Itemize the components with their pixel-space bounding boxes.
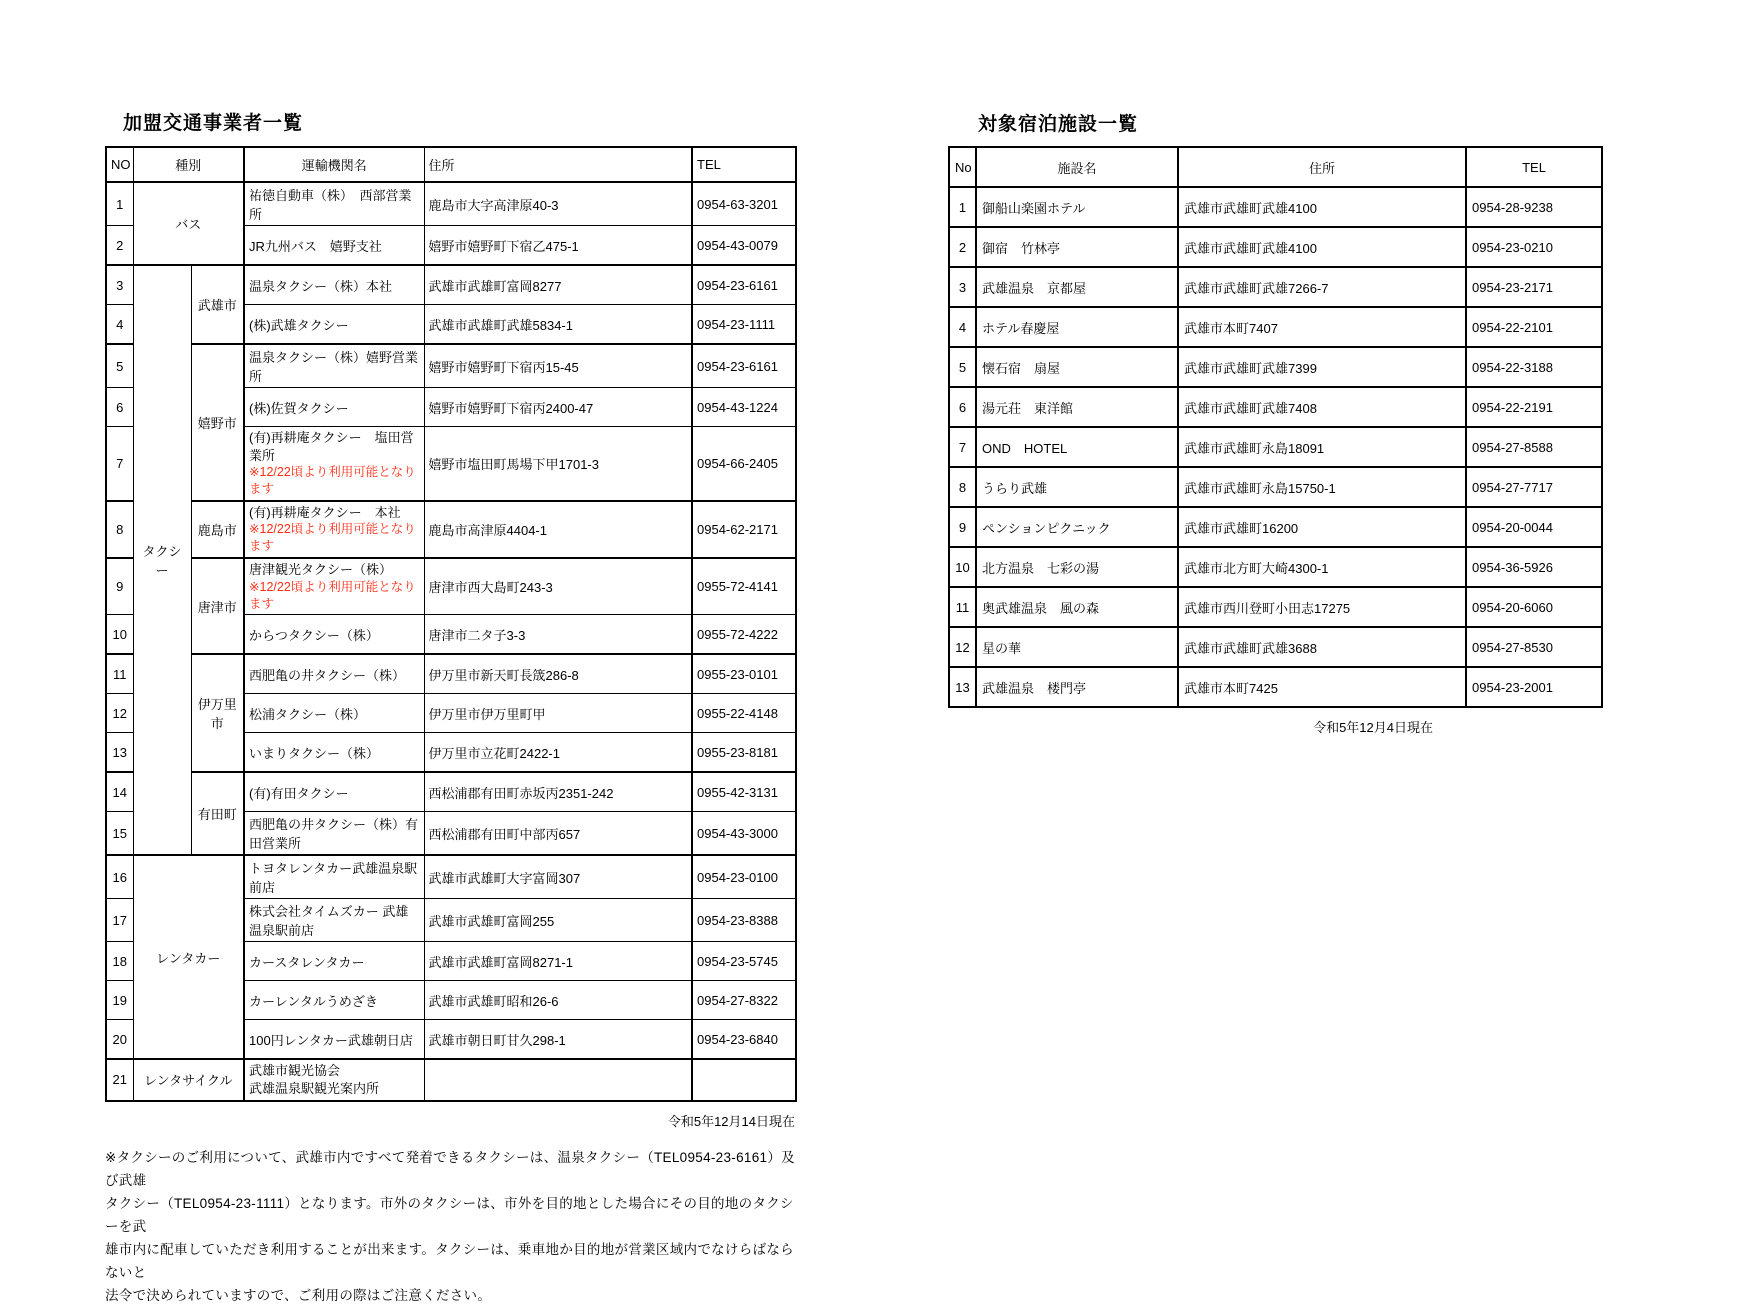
address-cell: 唐津市二タ子3-3 xyxy=(424,615,692,655)
tel-cell: 0954-23-2171 xyxy=(1466,267,1602,307)
address-cell: 嬉野市嬉野町下宿丙15-45 xyxy=(424,344,692,388)
address-cell: 武雄市武雄町永島15750-1 xyxy=(1178,467,1466,507)
tel-cell: 0955-42-3131 xyxy=(692,772,796,812)
operator-cell: 西肥亀の井タクシー（株）有田営業所 xyxy=(244,812,424,856)
tel-cell: 0954-23-6161 xyxy=(692,265,796,305)
availability-note: ※12/22頃より利用可能となります xyxy=(249,465,416,496)
operator-cell: (株)佐賀タクシー xyxy=(244,388,424,427)
table-row xyxy=(949,347,1602,387)
no-cell: 16 xyxy=(106,855,133,899)
table-row xyxy=(949,427,1602,467)
facility-name-cell: 北方温泉 七彩の湯 xyxy=(976,547,1178,587)
tel-cell: 0954-22-3188 xyxy=(1466,347,1602,387)
operator-name: 武雄市観光協会 xyxy=(249,1063,341,1079)
tel-cell: 0954-28-9238 xyxy=(1466,187,1602,227)
no-cell: 18 xyxy=(106,942,133,981)
area-cell-imari: 伊万里市 xyxy=(191,654,244,772)
tel-cell: 0955-72-4141 xyxy=(692,558,796,615)
no-cell: 13 xyxy=(106,733,133,773)
tel-cell xyxy=(692,1059,796,1100)
address-cell: 鹿島市大字高津原40-3 xyxy=(424,182,692,226)
tel-cell: 0954-23-6161 xyxy=(692,344,796,388)
table-row xyxy=(949,587,1602,627)
address-cell: 武雄市武雄町富岡255 xyxy=(424,899,692,942)
operator-cell xyxy=(244,1059,424,1100)
table-row xyxy=(949,547,1602,587)
header-address: 住所 xyxy=(1178,147,1466,187)
lodging-header-row xyxy=(949,147,1602,187)
operator-name: 唐津観光タクシー（株） xyxy=(249,562,393,578)
tel-cell: 0955-72-4222 xyxy=(692,615,796,655)
address-cell: 嬉野市嬉野町下宿乙475-1 xyxy=(424,226,692,266)
no-cell: 4 xyxy=(949,307,976,347)
header-facility-name: 施設名 xyxy=(976,147,1178,187)
address-cell: 武雄市武雄町武雄7408 xyxy=(1178,387,1466,427)
no-cell: 5 xyxy=(949,347,976,387)
note-line: ※タクシーのご利用について、武雄市内ですべて発着できるタクシーは、温泉タクシー（TEL0954-23-6161）及び武雄 xyxy=(105,1149,795,1188)
table-row xyxy=(106,855,796,899)
header-no: No xyxy=(949,147,976,187)
address-cell: 武雄市武雄町武雄4100 xyxy=(1178,187,1466,227)
address-cell: 武雄市武雄町武雄3688 xyxy=(1178,627,1466,667)
no-cell: 4 xyxy=(106,305,133,345)
address-cell xyxy=(424,1059,692,1100)
no-cell: 12 xyxy=(949,627,976,667)
header-no: NO xyxy=(106,147,133,182)
no-cell: 13 xyxy=(949,667,976,707)
tel-cell: 0954-23-8388 xyxy=(692,899,796,942)
facility-name-cell: 星の華 xyxy=(976,627,1178,667)
operator-cell: 株式会社タイムズカー 武雄温泉駅前店 xyxy=(244,899,424,942)
category-cell-rentacycle: レンタサイクル xyxy=(133,1059,244,1100)
table-row xyxy=(949,227,1602,267)
tel-cell: 0954-23-6840 xyxy=(692,1020,796,1060)
no-cell: 3 xyxy=(106,265,133,305)
header-tel: TEL xyxy=(692,147,796,182)
tel-cell: 0954-27-8588 xyxy=(1466,427,1602,467)
address-cell: 武雄市本町7425 xyxy=(1178,667,1466,707)
address-cell: 武雄市朝日町甘久298-1 xyxy=(424,1020,692,1060)
tel-cell: 0954-23-0100 xyxy=(692,855,796,899)
no-cell: 9 xyxy=(949,507,976,547)
lodging-title: 対象宿泊施設一覧 xyxy=(978,114,1139,135)
table-row xyxy=(106,265,796,305)
facility-name-cell: 懐石宿 扇屋 xyxy=(976,347,1178,387)
table-row xyxy=(949,627,1602,667)
header-operator: 運輸機関名 xyxy=(244,147,424,182)
lodging-as-of-date: 令和5年12月4日現在 xyxy=(1313,720,1433,735)
table-row xyxy=(106,1059,796,1100)
table-row xyxy=(106,654,796,694)
category-cell-rentacar: レンタカー xyxy=(133,855,244,1059)
tel-cell: 0955-23-0101 xyxy=(692,654,796,694)
table-row xyxy=(949,267,1602,307)
no-cell: 12 xyxy=(106,694,133,733)
tel-cell: 0954-22-2191 xyxy=(1466,387,1602,427)
note-line: 雄市内に配車していただき利用することが出来ます。タクシーは、乗車地か目的地が営業区域内でなけらばならないと xyxy=(105,1241,794,1280)
no-cell: 15 xyxy=(106,812,133,856)
transport-as-of-date: 令和5年12月14日現在 xyxy=(667,1113,795,1129)
operator-cell xyxy=(244,558,424,615)
area-cell-arita: 有田町 xyxy=(191,772,244,855)
address-cell: 武雄市本町7407 xyxy=(1178,307,1466,347)
tel-cell: 0954-27-7717 xyxy=(1466,467,1602,507)
address-cell: 嬉野市塩田町馬場下甲1701-3 xyxy=(424,427,692,501)
operator-cell xyxy=(244,501,424,558)
operator-cell: いまりタクシー（株） xyxy=(244,733,424,773)
facility-name-cell: うらり武雄 xyxy=(976,467,1178,507)
transport-table xyxy=(105,146,797,1102)
no-cell: 7 xyxy=(949,427,976,467)
no-cell: 6 xyxy=(106,388,133,427)
tel-cell: 0954-27-8322 xyxy=(692,981,796,1020)
address-cell: 鹿島市高津原4404-1 xyxy=(424,501,692,558)
tel-cell: 0954-43-3000 xyxy=(692,812,796,856)
address-cell: 伊万里市伊万里町甲 xyxy=(424,694,692,733)
table-row xyxy=(949,387,1602,427)
no-cell: 10 xyxy=(949,547,976,587)
tel-cell: 0954-23-0210 xyxy=(1466,227,1602,267)
tel-cell: 0954-22-2101 xyxy=(1466,307,1602,347)
table-row xyxy=(949,667,1602,707)
tel-cell: 0954-62-2171 xyxy=(692,501,796,558)
no-cell: 6 xyxy=(949,387,976,427)
facility-name-cell: 武雄温泉 楼門亭 xyxy=(976,667,1178,707)
operator-cell: (有)有田タクシー xyxy=(244,772,424,812)
tel-cell: 0954-63-3201 xyxy=(692,182,796,226)
no-cell: 20 xyxy=(106,1020,133,1060)
no-cell: 5 xyxy=(106,344,133,388)
facility-name-cell: 御宿 竹林亭 xyxy=(976,227,1178,267)
tel-cell: 0954-20-0044 xyxy=(1466,507,1602,547)
availability-note: ※12/22頃より利用可能となります xyxy=(249,579,416,611)
tel-cell: 0955-22-4148 xyxy=(692,694,796,733)
operator-cell: 温泉タクシー（株）本社 xyxy=(244,265,424,305)
table-row xyxy=(949,507,1602,547)
address-cell: 武雄市武雄町永島18091 xyxy=(1178,427,1466,467)
address-cell: 武雄市西川登町小田志17275 xyxy=(1178,587,1466,627)
no-cell: 2 xyxy=(106,226,133,266)
address-cell: 武雄市武雄町富岡8277 xyxy=(424,265,692,305)
address-cell: 西松浦郡有田町赤坂丙2351-242 xyxy=(424,772,692,812)
operator-cell: JR九州バス 嬉野支社 xyxy=(244,226,424,266)
operator-name: (有)再耕庵タクシー 本社 xyxy=(249,504,401,520)
no-cell: 8 xyxy=(106,501,133,558)
address-cell: 唐津市西大島町243-3 xyxy=(424,558,692,615)
facility-name-cell: ホテル春慶屋 xyxy=(976,307,1178,347)
table-row xyxy=(949,187,1602,227)
tel-cell: 0954-23-1111 xyxy=(692,305,796,345)
address-cell: 西松浦郡有田町中部丙657 xyxy=(424,812,692,856)
no-cell: 3 xyxy=(949,267,976,307)
transport-section xyxy=(105,112,795,1307)
operator-cell: 祐徳自動車（株） 西部営業所 xyxy=(244,182,424,226)
no-cell: 11 xyxy=(106,654,133,694)
tel-cell: 0954-27-8530 xyxy=(1466,627,1602,667)
taxi-usage-note xyxy=(105,1146,795,1307)
facility-name-cell: 湯元荘 東洋館 xyxy=(976,387,1178,427)
operator-name-line2: 武雄温泉駅観光案内所 xyxy=(249,1080,380,1096)
area-cell-kashima: 鹿島市 xyxy=(191,501,244,558)
header-address: 住所 xyxy=(424,147,692,182)
address-cell: 武雄市武雄町武雄7399 xyxy=(1178,347,1466,387)
no-cell: 19 xyxy=(106,981,133,1020)
operator-cell: トヨタレンタカー武雄温泉駅前店 xyxy=(244,855,424,899)
tel-cell: 0954-23-5745 xyxy=(692,942,796,981)
no-cell: 14 xyxy=(106,772,133,812)
operator-cell: (株)武雄タクシー xyxy=(244,305,424,345)
table-row xyxy=(106,182,796,226)
operator-cell: カーレンタルうめざき xyxy=(244,981,424,1020)
tel-cell: 0954-36-5926 xyxy=(1466,547,1602,587)
address-cell: 武雄市武雄町武雄4100 xyxy=(1178,227,1466,267)
address-cell: 嬉野市嬉野町下宿丙2400-47 xyxy=(424,388,692,427)
no-cell: 21 xyxy=(106,1059,133,1100)
no-cell: 1 xyxy=(949,187,976,227)
no-cell: 2 xyxy=(949,227,976,267)
operator-cell: 温泉タクシー（株）嬉野営業所 xyxy=(244,344,424,388)
no-cell: 8 xyxy=(949,467,976,507)
no-cell: 17 xyxy=(106,899,133,942)
area-cell-karatsu: 唐津市 xyxy=(191,558,244,654)
tel-cell: 0954-43-0079 xyxy=(692,226,796,266)
no-cell: 10 xyxy=(106,615,133,655)
tel-cell: 0955-23-8181 xyxy=(692,733,796,773)
facility-name-cell: OND HOTEL xyxy=(976,427,1178,467)
operator-cell: 西肥亀の井タクシー（株） xyxy=(244,654,424,694)
operator-cell: からつタクシー（株） xyxy=(244,615,424,655)
area-cell-takeo: 武雄市 xyxy=(191,265,244,344)
address-cell: 武雄市武雄町武雄7266-7 xyxy=(1178,267,1466,307)
address-cell: 伊万里市立花町2422-1 xyxy=(424,733,692,773)
facility-name-cell: 御船山楽園ホテル xyxy=(976,187,1178,227)
address-cell: 伊万里市新天町長筬286-8 xyxy=(424,654,692,694)
lodging-table xyxy=(948,146,1603,708)
table-row xyxy=(949,467,1602,507)
area-cell-ureshino: 嬉野市 xyxy=(191,344,244,501)
table-row xyxy=(949,307,1602,347)
note-line: タクシー（TEL0954-23-1111）となります。市外のタクシーは、市外を目的地とした場合にその目的地のタクシーを武 xyxy=(105,1195,794,1234)
no-cell: 7 xyxy=(106,427,133,501)
no-cell: 1 xyxy=(106,182,133,226)
transport-header-row xyxy=(106,147,796,182)
header-category: 種別 xyxy=(133,147,244,182)
facility-name-cell: 武雄温泉 京都屋 xyxy=(976,267,1178,307)
table-row xyxy=(106,558,796,615)
facility-name-cell: 奥武雄温泉 風の森 xyxy=(976,587,1178,627)
tel-cell: 0954-43-1224 xyxy=(692,388,796,427)
address-cell: 武雄市武雄町昭和26-6 xyxy=(424,981,692,1020)
operator-cell: 100円レンタカー武雄朝日店 xyxy=(244,1020,424,1060)
table-row xyxy=(106,772,796,812)
tel-cell: 0954-66-2405 xyxy=(692,427,796,501)
address-cell: 武雄市武雄町武雄5834-1 xyxy=(424,305,692,345)
category-cell-taxi: タクシー xyxy=(133,265,191,855)
category-cell-bus: バス xyxy=(133,182,244,265)
address-cell: 武雄市武雄町大字富岡307 xyxy=(424,855,692,899)
address-cell: 武雄市武雄町16200 xyxy=(1178,507,1466,547)
no-cell: 9 xyxy=(106,558,133,615)
table-row xyxy=(106,501,796,558)
table-row xyxy=(106,344,796,388)
operator-cell: カースタレンタカー xyxy=(244,942,424,981)
address-cell: 武雄市武雄町富岡8271-1 xyxy=(424,942,692,981)
facility-name-cell: ペンションピクニック xyxy=(976,507,1178,547)
operator-cell: 松浦タクシー（株） xyxy=(244,694,424,733)
no-cell: 11 xyxy=(949,587,976,627)
operator-name: (有)再耕庵タクシー 塩田営業所 xyxy=(249,430,414,463)
note-line: 法令で決められていますので、ご利用の際はご注意ください。 xyxy=(105,1287,492,1303)
lodging-section xyxy=(948,113,1603,736)
tel-cell: 0954-23-2001 xyxy=(1466,667,1602,707)
address-cell: 武雄市北方町大崎4300-1 xyxy=(1178,547,1466,587)
operator-cell xyxy=(244,427,424,501)
tel-cell: 0954-20-6060 xyxy=(1466,587,1602,627)
header-tel: TEL xyxy=(1466,147,1602,187)
transport-title: 加盟交通事業者一覧 xyxy=(123,113,304,134)
availability-note: ※12/22頃より利用可能となります xyxy=(249,522,416,554)
